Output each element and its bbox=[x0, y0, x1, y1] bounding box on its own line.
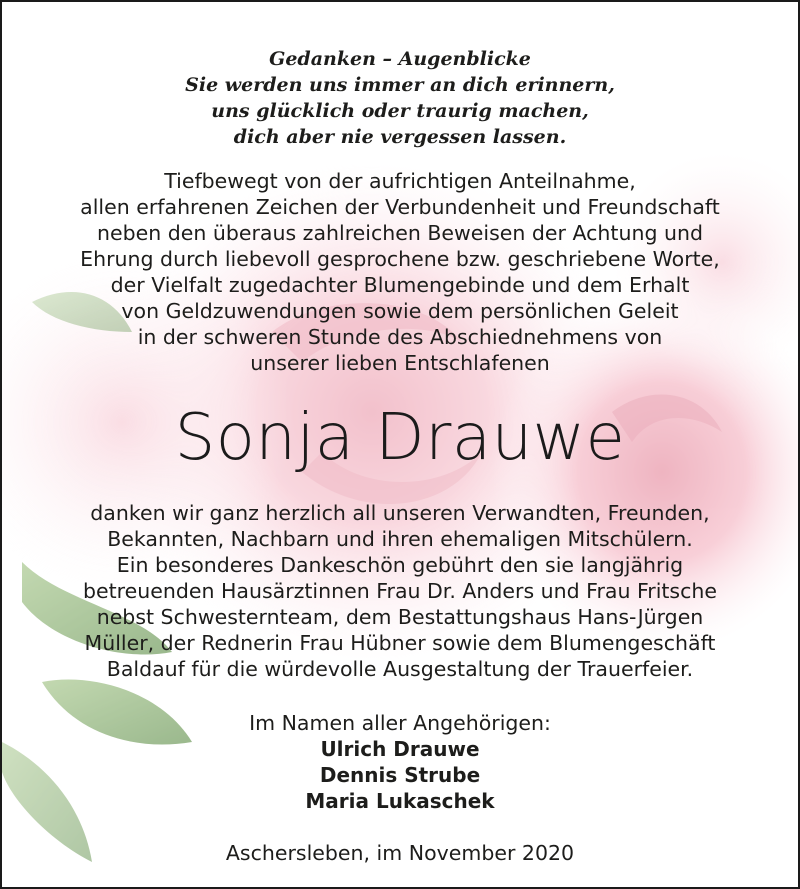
intro-line: neben den überaus zahlreichen Beweisen der Achtung und bbox=[97, 221, 703, 245]
intro-line: unserer lieben Entschlafenen bbox=[250, 351, 550, 375]
deceased-name: Sonja Drauwe bbox=[174, 401, 626, 475]
intro-line: allen erfahrenen Zeichen der Verbundenheit und Freundschaft bbox=[80, 195, 720, 219]
thanks-paragraph bbox=[2, 500, 798, 682]
signer-name: Ulrich Drauwe bbox=[320, 737, 480, 761]
poem-line: uns glücklich oder traurig machen, bbox=[211, 100, 589, 122]
thanks-line: nebst Schwesternteam, dem Bestattungshaus Hans-Jürgen bbox=[96, 605, 704, 629]
signers-list bbox=[2, 736, 798, 814]
poem-line: Sie werden uns immer an dich erinnern, bbox=[185, 74, 615, 96]
thanks-line: Ein besonderes Dankeschön gebührt den sie langjährig bbox=[116, 553, 684, 577]
intro-line: Ehrung durch liebevoll gesprochene bzw. geschriebene Worte, bbox=[80, 247, 720, 271]
place-date: Aschersleben, im November 2020 bbox=[225, 841, 575, 865]
thanks-line: danken wir ganz herzlich all unseren Verwandten, Freunden, bbox=[90, 501, 710, 525]
intro-line: Tiefbewegt von der aufrichtigen Anteilnahme, bbox=[164, 169, 636, 193]
thanks-line: betreuenden Hausärztinnen Frau Dr. Anders und Frau Fritsche bbox=[83, 579, 717, 603]
poem-line: dich aber nie vergessen lassen. bbox=[233, 126, 567, 148]
memorial-poem bbox=[2, 2, 798, 150]
signoff-text: Im Namen aller Angehörigen: bbox=[249, 711, 551, 735]
thanks-line: Bekannten, Nachbarn und ihren ehemaligen Mitschülern. bbox=[107, 527, 693, 551]
intro-line: in der schweren Stunde des Abschiednehmens von bbox=[137, 325, 663, 349]
intro-line: von Geldzuwendungen sowie dem persönlichen Geleit bbox=[121, 299, 679, 323]
signer-name: Maria Lukaschek bbox=[305, 789, 495, 813]
intro-line: der Vielfalt zugedachter Blumengebinde und dem Erhalt bbox=[110, 273, 690, 297]
thanks-line: Baldauf für die würdevolle Ausgestaltung der Trauerfeier. bbox=[106, 657, 694, 681]
thanks-line: Müller, der Rednerin Frau Hübner sowie dem Blumengeschäft bbox=[84, 631, 716, 655]
signer-name: Dennis Strube bbox=[319, 763, 481, 787]
poem-line: Gedanken – Augenblicke bbox=[269, 48, 531, 70]
intro-paragraph bbox=[2, 168, 798, 376]
obituary-content bbox=[2, 2, 798, 866]
